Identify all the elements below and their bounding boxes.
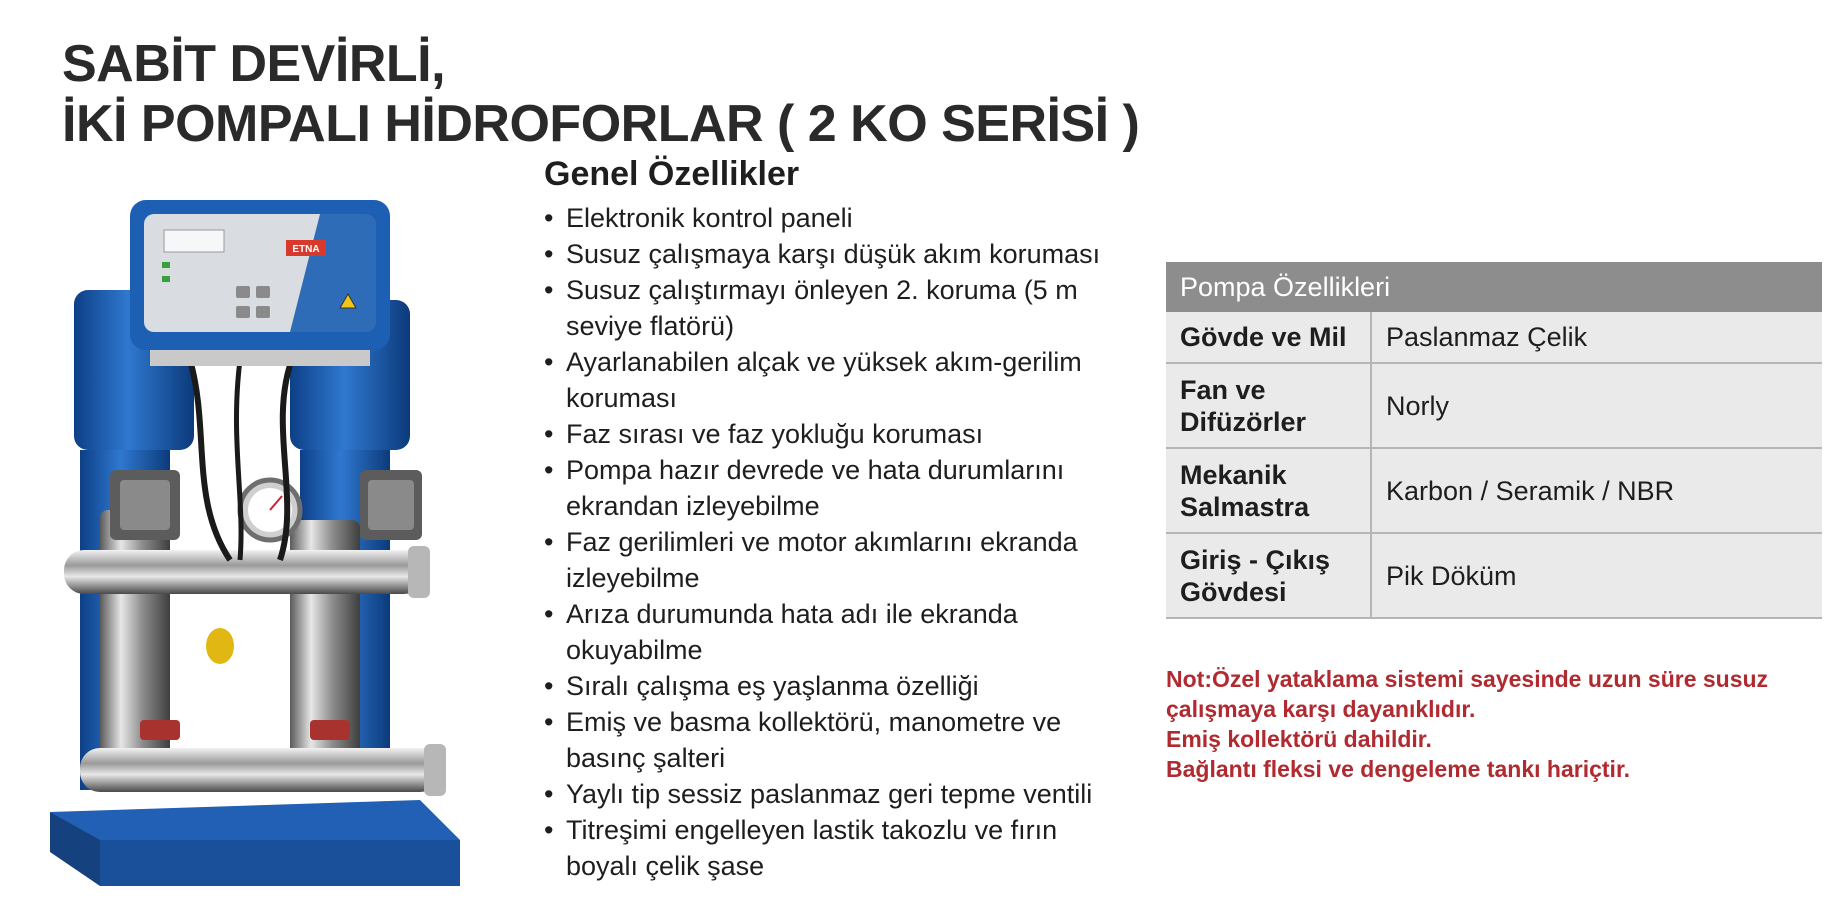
spec-key: Gövde ve Mil — [1166, 312, 1371, 363]
note-line: Emiş kollektörü dahildir. — [1166, 726, 1432, 752]
feature-item: • Faz gerilimleri ve motor akımlarını ekranda izleyebilme — [544, 524, 1176, 596]
feature-item: • Elektronik kontrol paneli — [544, 200, 1164, 236]
feature-item: • Susuz çalışmaya karşı düşük akım koruması — [544, 236, 1164, 272]
product-image — [40, 200, 510, 890]
spec-value: Paslanmaz Çelik — [1371, 312, 1822, 363]
general-features — [544, 152, 1164, 884]
spec-value: Norly — [1371, 363, 1822, 448]
note-block — [1166, 664, 1842, 784]
table-row — [1166, 533, 1822, 618]
feature-item: • Emiş ve basma kollektörü, manometre ve basınç şalteri — [544, 704, 1126, 776]
title-line-1: SABİT DEVİRLİ, — [62, 35, 446, 93]
table-row — [1166, 448, 1822, 533]
spec-table-heading: Pompa Özellikleri — [1166, 262, 1822, 312]
feature-item: • Arıza durumunda hata adı ile ekranda okuyabilme — [544, 596, 1126, 668]
feature-item: • Faz sırası ve faz yokluğu koruması — [544, 416, 1164, 452]
spec-value: Karbon / Seramik / NBR — [1371, 448, 1822, 533]
features-heading: Genel Özellikler — [544, 155, 800, 193]
feature-item: • Susuz çalıştırmayı önleyen 2. koruma (5 m seviye flatörü) — [544, 272, 1096, 344]
feature-item: • Yaylı tip sessiz paslanmaz geri tepme ventili — [544, 776, 1164, 812]
spec-key: Fan ve Difüzörler — [1166, 363, 1371, 448]
note-line: çalışmaya karşı dayanıklıdır. — [1166, 696, 1476, 722]
feature-item: • Ayarlanabilen alçak ve yüksek akım-gerilim koruması — [544, 344, 1126, 416]
table-row — [1166, 363, 1822, 448]
note-line: Bağlantı fleksi ve dengeleme tankı hariçtir. — [1166, 756, 1631, 782]
feature-item: • Titreşimi engelleyen lastik takozlu ve fırın boyalı çelik şase — [544, 812, 1126, 884]
title-line-2: İKİ POMPALI HİDROFORLAR ( 2 KO SERİSİ ) — [62, 95, 1140, 153]
feature-item: • Pompa hazır devrede ve hata durumlarını ekrandan izleyebilme — [544, 452, 1126, 524]
feature-item: • Sıralı çalışma eş yaşlanma özelliği — [544, 668, 1164, 704]
page-title — [62, 34, 1139, 154]
spec-key: Giriş - Çıkış Gövdesi — [1166, 533, 1371, 618]
spec-key: Mekanik Salmastra — [1166, 448, 1371, 533]
features-list — [544, 200, 1164, 884]
note-line: Not:Özel yataklama sistemi sayesinde uzun süre susuz — [1166, 666, 1769, 692]
spec-value: Pik Döküm — [1371, 533, 1822, 618]
pump-spec-table — [1166, 262, 1822, 619]
brand-label: ETNA — [292, 244, 320, 255]
table-row — [1166, 312, 1822, 363]
